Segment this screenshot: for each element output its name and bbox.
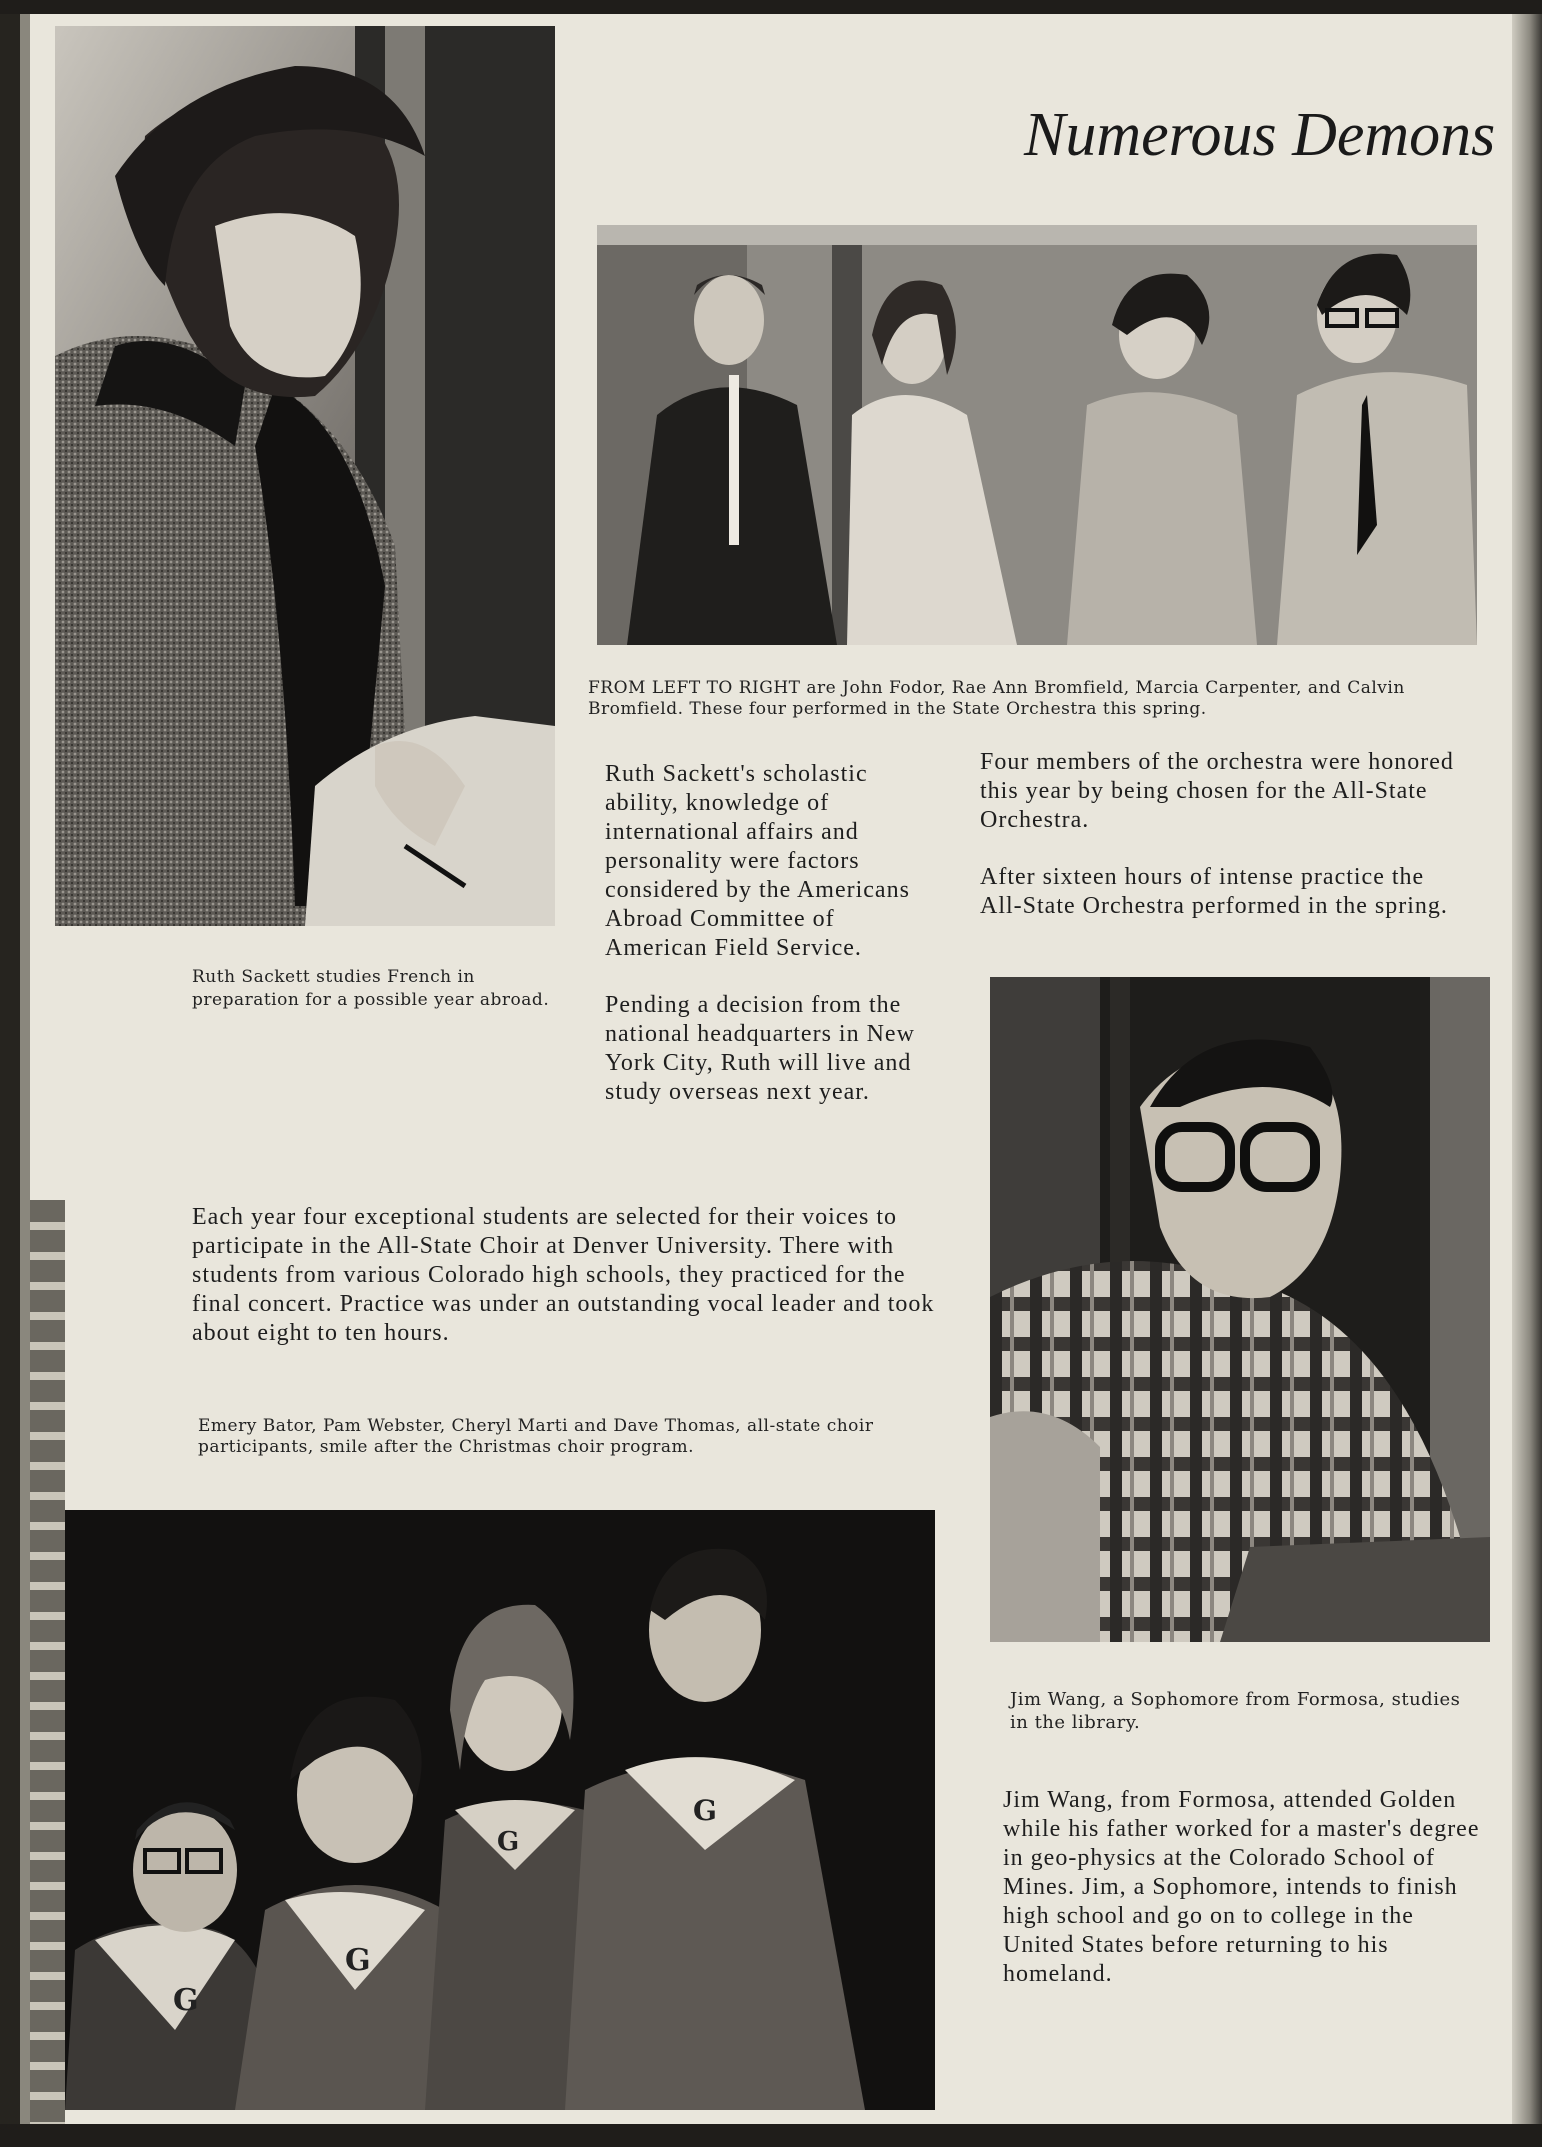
scan-bottom-border (0, 2124, 1542, 2147)
page-edge-strip (30, 1200, 65, 2124)
choir-photo-caption: Emery Bator, Pam Webster, Cheryl Marti and Dave Thomas, all-state choir participants, smile after the Christmas choir program. (198, 1416, 874, 1457)
orchestra-paragraph-1: Four members of the orchestra were honored this year by being chosen for the All-State Orchestra. (980, 749, 1454, 833)
orchestra-members-photo (597, 225, 1477, 645)
ruth-paragraph-2: Pending a decision from the national headquarters in New York City, Ruth will live and study overseas next year. (605, 992, 915, 1105)
robe-monogram-2: G (345, 1943, 371, 1978)
ruth-sackett-photo (55, 26, 555, 926)
robe-monogram-4: G (693, 1794, 717, 1827)
jim-paragraph: Jim Wang, from Formosa, attended Golden while his father worked for a master's degree in geo-physics at the Colorado School of Mines. Jim, a Sophomore, intends to finish high school and go on to college in the United States before returning to his homeland. (1003, 1787, 1480, 1987)
choir-participants-photo (65, 1510, 935, 2110)
ruth-article (605, 760, 935, 1135)
jim-wang-photo (990, 977, 1490, 1642)
book-binding (0, 14, 20, 2124)
orchestra-paragraph-2: After sixteen hours of intense practice the All-State Orchestra performed in the spring. (980, 864, 1448, 919)
scan-top-border (0, 0, 1542, 14)
orchestra-article (980, 748, 1470, 949)
robe-monogram-3: G (497, 1827, 520, 1857)
page-heading: Numerous Demons (1024, 101, 1496, 169)
orchestra-photo-caption: FROM LEFT TO RIGHT are John Fodor, Rae Ann Bromfield, Marcia Carpenter, and Calvin Bromfield. These four performed in the State Orchestra this spring. (588, 678, 1405, 719)
robe-monogram-1: G (173, 1983, 199, 2018)
ruth-paragraph-1: Ruth Sackett's scholastic ability, knowledge of international affairs and personality were factors considered by the Americans Abroad Committee of American Field Service. (605, 761, 910, 961)
choir-paragraph: Each year four exceptional students are selected for their voices to participate in the All-State Choir at Denver University. There with students from various Colorado high schools, they practiced for the final concert. Practice was under an outstanding vocal leader and took about eight to ten hours. (192, 1204, 935, 1346)
binding-edge (20, 14, 30, 2124)
jim-photo-caption: Jim Wang, a Sophomore from Formosa, studies in the library. (1010, 1689, 1461, 1733)
page-curl-edge (1512, 14, 1542, 2124)
ruth-photo-caption: Ruth Sackett studies French in preparation for a possible year abroad. (192, 967, 550, 1010)
